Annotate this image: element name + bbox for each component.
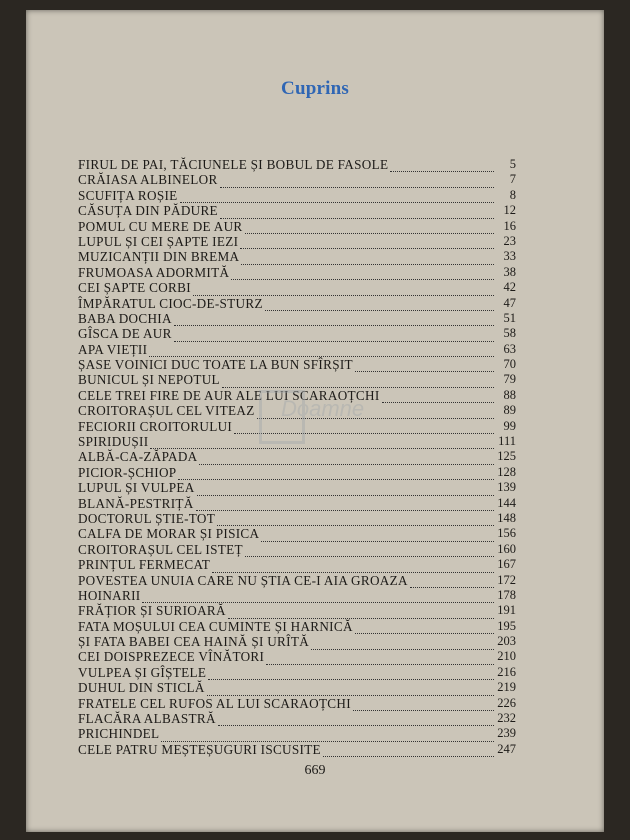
toc-entry-page: 160 <box>497 541 516 556</box>
toc-entry <box>78 526 516 541</box>
toc-entry-title: LUPUL ȘI VULPEA <box>78 480 195 496</box>
table-of-contents <box>78 157 516 757</box>
toc-leader-dots <box>257 407 494 419</box>
toc-entry <box>78 265 516 280</box>
toc-entry <box>78 357 516 372</box>
toc-entry <box>78 496 516 511</box>
toc-entry <box>78 742 516 757</box>
toc-entry-title: VULPEA ȘI GÎȘTELE <box>78 664 207 680</box>
toc-entry-title: PRINȚUL FERMECAT <box>78 557 211 573</box>
toc-entry-title: GÎSCA DE AUR <box>78 326 172 342</box>
toc-entry <box>78 511 516 526</box>
toc-entry-title: CĂSUȚA DIN PĂDURE <box>78 203 218 219</box>
toc-entry-page: 47 <box>503 295 516 310</box>
toc-leader-dots <box>241 253 494 265</box>
toc-entry-page: 219 <box>497 680 516 695</box>
toc-entry <box>78 388 516 403</box>
toc-entry <box>78 326 516 341</box>
toc-leader-dots <box>390 160 494 172</box>
toc-leader-dots <box>161 730 494 742</box>
toc-entry-title: DOCTORUL ȘTIE-TOT <box>78 510 216 526</box>
toc-entry-title: ȘI FATA BABEI CEA HAINĂ ȘI URÎTĂ <box>78 634 310 650</box>
toc-entry-page: 125 <box>497 449 516 464</box>
toc-entry-page: 79 <box>503 372 516 387</box>
toc-leader-dots <box>174 330 494 342</box>
toc-entry <box>78 203 516 218</box>
toc-entry-title: ALBĂ-CA-ZĂPADA <box>78 449 198 465</box>
toc-entry-title: POMUL CU MERE DE AUR <box>78 218 243 234</box>
toc-entry-page: 203 <box>497 634 516 649</box>
toc-leader-dots <box>207 684 494 696</box>
toc-entry-title: DUHUL DIN STICLĂ <box>78 680 205 696</box>
toc-leader-dots <box>228 607 494 619</box>
toc-entry <box>78 449 516 464</box>
page-title: Cuprins <box>281 78 349 99</box>
toc-entry-title: SPIRIDUȘII <box>78 434 149 450</box>
toc-entry-page: 99 <box>503 418 516 433</box>
toc-entry-page: 89 <box>503 403 516 418</box>
toc-entry-page: 178 <box>497 587 516 602</box>
toc-entry-title: ÎMPĂRATUL CIOC-DE-STURZ <box>78 295 263 311</box>
toc-entry-title: BUNICUL ȘI NEPOTUL <box>78 372 220 388</box>
toc-entry-page: 148 <box>497 510 516 525</box>
toc-leader-dots <box>178 468 494 480</box>
toc-entry-page: 5 <box>509 156 516 171</box>
toc-entry-title: MUZICANȚII DIN BREMA <box>78 249 240 265</box>
toc-leader-dots <box>410 576 494 588</box>
toc-entry-page: 16 <box>503 218 516 233</box>
toc-entry-title: BLANĂ-PESTRIȚĂ <box>78 495 194 511</box>
toc-leader-dots <box>311 638 494 650</box>
toc-leader-dots <box>266 653 494 665</box>
toc-entry-page: 8 <box>509 187 516 202</box>
toc-entry-page: 139 <box>497 480 516 495</box>
toc-leader-dots <box>149 345 494 357</box>
toc-entry <box>78 188 516 203</box>
toc-entry-page: 247 <box>497 741 516 756</box>
toc-leader-dots <box>234 422 494 434</box>
toc-entry <box>78 172 516 187</box>
toc-entry-page: 63 <box>503 341 516 356</box>
toc-entry-page: 191 <box>497 603 516 618</box>
toc-leader-dots <box>180 191 494 203</box>
toc-entry <box>78 480 516 495</box>
toc-entry-page: 7 <box>509 172 516 187</box>
toc-leader-dots <box>231 268 494 280</box>
toc-entry-title: FLACĂRA ALBASTRĂ <box>78 711 216 727</box>
toc-entry-title: BABA DOCHIA <box>78 310 172 326</box>
toc-entry-page: 167 <box>497 557 516 572</box>
toc-entry-page: 42 <box>503 280 516 295</box>
toc-leader-dots <box>245 545 494 557</box>
toc-entry-title: ȘASE VOINICI DUC TOATE LA BUN SFÎRȘIT <box>78 357 353 373</box>
toc-leader-dots <box>199 453 494 465</box>
toc-entry-page: 232 <box>497 711 516 726</box>
toc-entry <box>78 434 516 449</box>
toc-entry-title: CEI DOISPREZECE VÎNĂTORI <box>78 649 265 665</box>
toc-entry-title: CELE TREI FIRE DE AUR ALE LUI SCARAOȚCHI <box>78 387 380 403</box>
toc-entry <box>78 603 516 618</box>
toc-entry-page: 172 <box>497 572 516 587</box>
toc-entry <box>78 588 516 603</box>
toc-entry <box>78 696 516 711</box>
toc-leader-dots <box>261 530 494 542</box>
watermark-text: Doamne <box>281 396 365 421</box>
toc-entry <box>78 542 516 557</box>
toc-leader-dots <box>222 376 494 388</box>
toc-entry <box>78 419 516 434</box>
toc-entry-title: HOINARII <box>78 587 141 603</box>
toc-entry-title: FATA MOȘULUI CEA CUMINTE ȘI HARNICĂ <box>78 618 353 634</box>
toc-entry-title: LUPUL ȘI CEI ȘAPTE IEZI <box>78 233 239 249</box>
toc-entry-title: FIRUL DE PAI, TĂCIUNELE ȘI BOBUL DE FASOLE <box>78 156 389 172</box>
toc-entry-title: POVESTEA UNUIA CARE NU ȘTIA CE-I AIA GROAZA <box>78 572 408 588</box>
toc-entry-page: 156 <box>497 526 516 541</box>
toc-entry <box>78 234 516 249</box>
toc-entry <box>78 249 516 264</box>
toc-entry <box>78 665 516 680</box>
toc-entry-page: 239 <box>497 726 516 741</box>
toc-leader-dots <box>218 714 494 726</box>
toc-leader-dots <box>208 668 494 680</box>
toc-leader-dots <box>355 622 494 634</box>
toc-entry <box>78 280 516 295</box>
toc-entry <box>78 465 516 480</box>
toc-leader-dots <box>355 360 494 372</box>
toc-entry-page: 195 <box>497 618 516 633</box>
toc-entry <box>78 157 516 172</box>
toc-entry <box>78 219 516 234</box>
toc-leader-dots <box>150 437 494 449</box>
toc-leader-dots <box>220 207 494 219</box>
toc-leader-dots <box>353 699 494 711</box>
toc-entry <box>78 342 516 357</box>
toc-entry <box>78 634 516 649</box>
toc-entry-page: 216 <box>497 664 516 679</box>
toc-leader-dots <box>142 591 494 603</box>
toc-entry-page: 111 <box>498 434 516 449</box>
toc-entry <box>78 619 516 634</box>
toc-entry <box>78 726 516 741</box>
toc-entry-page: 210 <box>497 649 516 664</box>
toc-entry-title: CROITORAȘUL CEL VITEAZ <box>78 403 255 419</box>
toc-entry-page: 88 <box>503 387 516 402</box>
toc-leader-dots <box>217 514 494 526</box>
toc-entry <box>78 311 516 326</box>
page-number: 669 <box>304 763 326 778</box>
toc-leader-dots <box>174 314 494 326</box>
toc-entry-page: 226 <box>497 695 516 710</box>
toc-entry-page: 51 <box>503 310 516 325</box>
toc-entry <box>78 296 516 311</box>
toc-leader-dots <box>240 237 494 249</box>
toc-leader-dots <box>197 484 494 496</box>
toc-entry <box>78 650 516 665</box>
toc-entry-title: PRICHINDEL <box>78 726 160 742</box>
toc-leader-dots <box>382 391 494 403</box>
toc-entry-title: CEI ȘAPTE CORBI <box>78 280 191 296</box>
toc-entry <box>78 711 516 726</box>
toc-entry-title: CRĂIASA ALBINELOR <box>78 172 218 188</box>
toc-leader-dots <box>323 745 494 757</box>
toc-leader-dots <box>196 499 494 511</box>
toc-entry-title: FRĂȚIOR ȘI SURIOARĂ <box>78 603 226 619</box>
toc-entry <box>78 372 516 387</box>
toc-entry <box>78 557 516 572</box>
toc-entry-page: 38 <box>503 264 516 279</box>
toc-entry-title: SCUFIȚA ROȘIE <box>78 187 178 203</box>
toc-entry-page: 144 <box>497 495 516 510</box>
toc-entry-title: FECIORII CROITORULUI <box>78 418 233 434</box>
toc-entry-title: APA VIEȚII <box>78 341 148 357</box>
toc-entry <box>78 403 516 418</box>
toc-entry-page: 128 <box>497 464 516 479</box>
toc-entry-page: 23 <box>503 233 516 248</box>
toc-leader-dots <box>212 561 494 573</box>
toc-leader-dots <box>265 299 494 311</box>
toc-entry-page: 58 <box>503 326 516 341</box>
toc-entry-page: 12 <box>503 203 516 218</box>
toc-leader-dots <box>245 222 494 234</box>
toc-leader-dots <box>220 176 494 188</box>
toc-entry-title: FRUMOASA ADORMITĂ <box>78 264 230 280</box>
toc-entry <box>78 573 516 588</box>
toc-entry-title: PICIOR-ȘCHIOP <box>78 464 177 480</box>
toc-entry-page: 70 <box>503 357 516 372</box>
toc-entry-title: CELE PATRU MEȘTEȘUGURI ISCUSITE <box>78 741 321 757</box>
toc-entry <box>78 680 516 695</box>
toc-entry-page: 33 <box>503 249 516 264</box>
toc-entry-title: FRATELE CEL RUFOS AL LUI SCARAOȚCHI <box>78 695 351 711</box>
toc-leader-dots <box>193 284 494 296</box>
toc-entry-title: CALFA DE MORAR ȘI PISICA <box>78 526 260 542</box>
toc-entry-title: CROITORAȘUL CEL ISTEȚ <box>78 541 243 557</box>
